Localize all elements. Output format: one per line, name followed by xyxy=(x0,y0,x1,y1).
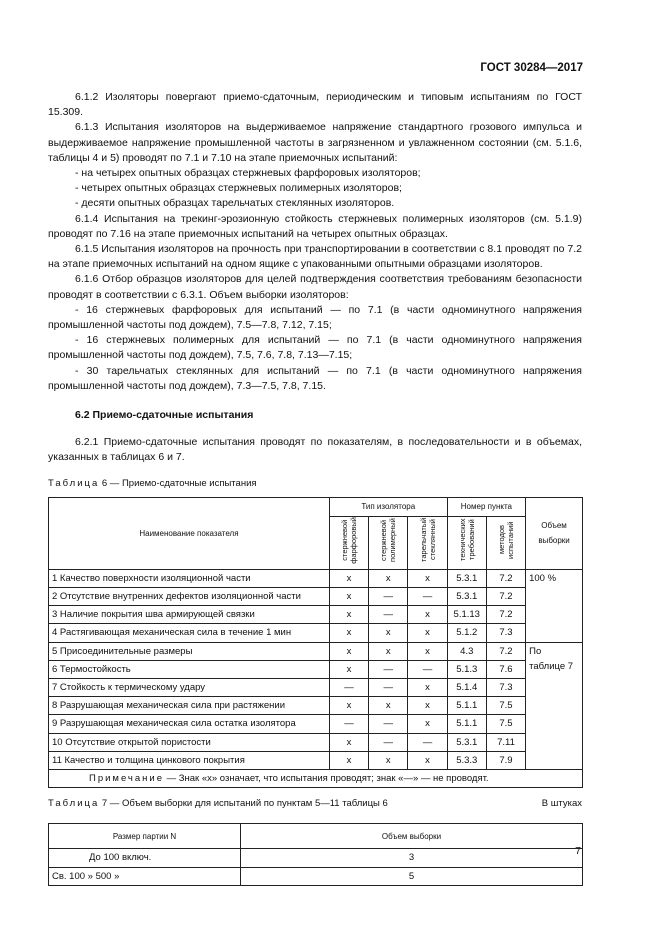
cell-name: 11 Качество и толщина цинкового покрытия xyxy=(49,751,330,769)
cell-glass: х xyxy=(408,569,447,587)
cell-name: 6 Термостойкость xyxy=(49,660,330,678)
paragraph-6-1-3: 6.1.3 Испытания изоляторов на выдерживаемое напряжение стандартного грозового импульса и выдерживаемое напряжение промышленной частоты в загрязненном и увлажненном состоянии (см. 5.1.6, таблицы 4 и 5) проводят по 7.1 и 7.10 на этапе приемочных испытаний: xyxy=(48,121,582,164)
cell-party: Св. 100 » 500 » xyxy=(49,867,241,885)
cell-meth: 7.6 xyxy=(486,660,525,678)
cell-porcelain: х xyxy=(329,569,368,587)
cell-porcelain: х xyxy=(329,624,368,642)
cell-porcelain: х xyxy=(329,697,368,715)
note-text: — Знак «х» означает, что испытания проводят; знак «—» — не проводят. xyxy=(164,773,489,785)
cell-name: 1 Качество поверхности изоляционной части xyxy=(49,569,330,587)
list-item: - 30 тарельчатых стеклянных для испытаний — по 7.1 (в части одноминутного напряжения промышленной частоты под дождем), 7.3—7.5, 7.8, 7.15. xyxy=(48,364,582,392)
table7-caption-label: Таблица xyxy=(48,798,100,810)
list-item: - на четырех опытных образцах стержневых фарфоровых изоляторов; xyxy=(75,167,421,180)
paragraph-6-1-6: 6.1.6 Отбор образцов изоляторов для целей подтверждения соответствия требованиям безопасности проводят в соответствии с 6.3.1. Объем выборки изоляторов: xyxy=(48,273,582,301)
subheader-glass: тарельчатый стеклянный xyxy=(408,516,447,569)
table-6 xyxy=(48,497,583,788)
cell-polymer: — xyxy=(369,733,408,751)
cell-porcelain: х xyxy=(329,751,368,769)
cell-name: 9 Разрушающая механическая сила остатка изолятора xyxy=(49,715,330,733)
table-row xyxy=(49,588,583,606)
table-row xyxy=(49,569,583,587)
cell-name: 8 Разрушающая механическая сила при растяжении xyxy=(49,697,330,715)
cell-porcelain: — xyxy=(329,679,368,697)
cell-porcelain: х xyxy=(329,606,368,624)
cell-req: 5.1.3 xyxy=(447,660,486,678)
table-row xyxy=(49,867,583,885)
cell-name: 10 Отсутствие открытой пористости xyxy=(49,733,330,751)
table-row xyxy=(49,624,583,642)
cell-meth: 7.5 xyxy=(486,715,525,733)
cell-porcelain: — xyxy=(329,715,368,733)
cell-name: 7 Стойкость к термическому удару xyxy=(49,679,330,697)
col-header-sample-volume: Объем выборки xyxy=(241,824,583,849)
cell-party: До 100 включ. xyxy=(49,849,241,867)
table-row xyxy=(49,606,583,624)
cell-req: 5.3.1 xyxy=(447,733,486,751)
list-item: - 16 стержневых полимерных для испытаний — по 7.1 (в части одноминутного напряжения промышленной частоты под дождем), 7.5, 7.6, 7.8, 7.13—7.15; xyxy=(48,334,582,362)
col-header-name: Наименование показателя xyxy=(49,497,330,569)
document-header: ГОСТ 30284—2017 xyxy=(480,62,583,74)
table7-caption-rest: 7 — Объем выборки для испытаний по пунктам 5—11 таблицы 6 xyxy=(99,798,388,810)
cell-glass: х xyxy=(408,642,447,660)
cell-meth: 7.9 xyxy=(486,751,525,769)
note-label: Примечание xyxy=(89,773,164,785)
paragraph-6-2-1: 6.2.1 Приемо-сдаточные испытания проводят по показателям, в последовательности и в объемах, указанных в таблицах 6 и 7. xyxy=(48,436,582,464)
cell-volume-table7: По таблице 7 xyxy=(526,642,583,769)
table6-caption-label: Таблица xyxy=(48,477,100,489)
cell-req: 5.3.3 xyxy=(447,751,486,769)
paragraph-6-1-2: 6.1.2 Изоляторы повергают приемо-сдаточным, периодическим и типовым испытаниям по ГОСТ 15.309. xyxy=(48,91,582,119)
cell-req: 4.3 xyxy=(447,642,486,660)
cell-glass: х xyxy=(408,606,447,624)
cell-glass: х xyxy=(408,624,447,642)
cell-polymer: — xyxy=(369,660,408,678)
cell-polymer: х xyxy=(369,697,408,715)
subheader-requirements: технических требований xyxy=(447,516,486,569)
table6-caption-text: 6 — Приемо-сдаточные испытания xyxy=(99,477,257,489)
table-7 xyxy=(48,823,583,885)
cell-polymer: — xyxy=(369,679,408,697)
table-row xyxy=(49,660,583,678)
table-row xyxy=(49,715,583,733)
paragraph-6-1-5: 6.1.5 Испытания изоляторов на прочность при транспортировании в соответствии с 8.1 проводят по 7.2 на этапе приемочных испытаний на одном ящике с упакованными опытными образцами изоляторов. xyxy=(48,243,582,271)
section-title: 6.2 Приемо-сдаточные испытания xyxy=(75,409,254,422)
col-header-num: Номер пункта xyxy=(447,497,525,516)
cell-glass: х xyxy=(408,751,447,769)
cell-name: 2 Отсутствие внутренних дефектов изоляционной части xyxy=(49,588,330,606)
col-header-party-size: Размер партии N xyxy=(49,824,241,849)
cell-meth: 7.2 xyxy=(486,588,525,606)
document-body xyxy=(48,90,582,886)
cell-porcelain: х xyxy=(329,642,368,660)
cell-porcelain: х xyxy=(329,588,368,606)
subheader-polymer: стержневой полимерный xyxy=(369,516,408,569)
cell-polymer: — xyxy=(369,588,408,606)
cell-volume: 3 xyxy=(241,849,583,867)
cell-req: 5.1.4 xyxy=(447,679,486,697)
page-number: 7 xyxy=(575,845,581,857)
subheader-methods: методов испытаний xyxy=(486,516,525,569)
cell-polymer: х xyxy=(369,642,408,660)
cell-glass: х xyxy=(408,697,447,715)
cell-meth: 7.2 xyxy=(486,606,525,624)
list-item: - 16 стержневых фарфоровых для испытаний — по 7.1 (в части одноминутного напряжения промышленной частоты под дождем), 7.5—7.8, 7.12, 7.15; xyxy=(48,303,582,332)
col-header-volume: Объем выборки xyxy=(526,497,583,569)
cell-req: 5.1.13 xyxy=(447,606,486,624)
cell-meth: 7.2 xyxy=(486,642,525,660)
cell-polymer: х xyxy=(369,624,408,642)
cell-glass: х xyxy=(408,715,447,733)
cell-name: 4 Растягивающая механическая сила в течение 1 мин xyxy=(49,624,330,642)
cell-glass: х xyxy=(408,679,447,697)
cell-req: 5.3.1 xyxy=(447,588,486,606)
table-row xyxy=(49,679,583,697)
table6-caption xyxy=(48,476,582,491)
cell-meth: 7.2 xyxy=(486,569,525,587)
table-row xyxy=(49,849,583,867)
cell-polymer: — xyxy=(369,606,408,624)
cell-name: 5 Присоединительные размеры xyxy=(49,642,330,660)
cell-glass: — xyxy=(408,588,447,606)
table6-note xyxy=(49,770,583,788)
list-item: - четырех опытных образцах стержневых полимерных изоляторов; xyxy=(75,182,402,195)
cell-meth: 7.5 xyxy=(486,697,525,715)
cell-meth: 7.11 xyxy=(486,733,525,751)
cell-glass: — xyxy=(408,660,447,678)
table7-units: В штуках xyxy=(541,798,582,810)
cell-req: 5.1.1 xyxy=(447,697,486,715)
cell-porcelain: х xyxy=(329,733,368,751)
table-row xyxy=(49,751,583,769)
cell-req: 5.1.2 xyxy=(447,624,486,642)
cell-porcelain: х xyxy=(329,660,368,678)
cell-req: 5.1.1 xyxy=(447,715,486,733)
table7-caption-text xyxy=(48,796,388,811)
cell-volume-100: 100 % xyxy=(526,569,583,642)
cell-polymer: — xyxy=(369,715,408,733)
subheader-porcelain: стержневой фарфоровый xyxy=(329,516,368,569)
table-row xyxy=(49,642,583,660)
table7-caption xyxy=(48,796,582,811)
cell-req: 5.3.1 xyxy=(447,569,486,587)
table-row xyxy=(49,733,583,751)
table-row xyxy=(49,697,583,715)
cell-polymer: х xyxy=(369,751,408,769)
cell-name: 3 Наличие покрытия шва армирующей связки xyxy=(49,606,330,624)
paragraph-6-1-4: 6.1.4 Испытания на трекинг-эрозионную стойкость стержневых полимерных изоляторов (см. 5.1.9) проводят по 7.16 на этапе приемочных испытаний на четырех опытных образцах. xyxy=(48,212,582,240)
cell-meth: 7.3 xyxy=(486,679,525,697)
cell-glass: — xyxy=(408,733,447,751)
list-item: - десяти опытных образцах тарельчатых стеклянных изоляторов. xyxy=(75,197,395,210)
cell-volume: 5 xyxy=(241,867,583,885)
cell-polymer: х xyxy=(369,569,408,587)
col-header-type: Тип изолятора xyxy=(329,497,447,516)
cell-meth: 7.3 xyxy=(486,624,525,642)
